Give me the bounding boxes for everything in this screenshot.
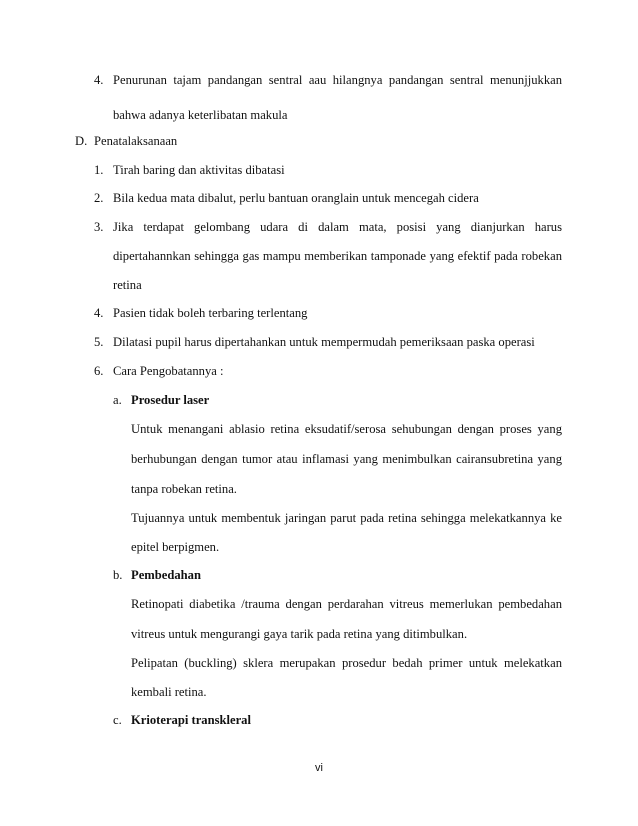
paragraph-line: retina xyxy=(113,278,142,292)
list-number: 4. xyxy=(94,306,104,320)
list-number: 1. xyxy=(94,163,104,177)
paragraph-line: bahwa adanya keterlibatan makula xyxy=(113,108,288,122)
paragraph-line: dipertahannkan sehingga gas mampu memberikan tamponade yang efektif pada robekan xyxy=(113,249,562,263)
paragraph-line: epitel berpigmen. xyxy=(131,540,220,554)
paragraph-line: Retinopati diabetika /trauma dengan perdarahan vitreus memerlukan pembedahan xyxy=(131,597,562,611)
list-number: 4. xyxy=(94,73,104,87)
list-number: 3. xyxy=(94,220,104,234)
paragraph-line: vitreus untuk mengurangi gaya tarik pada retina yang ditimbulkan. xyxy=(131,627,468,641)
paragraph-line: tanpa robekan retina. xyxy=(131,482,237,496)
list-item: Cara Pengobatannya : xyxy=(113,364,224,378)
subsection-title: Pembedahan xyxy=(131,568,201,582)
paragraph-line: Penurunan tajam pandangan sentral aau hilangnya pandangan sentral menunjjukkan xyxy=(113,73,562,87)
list-item: Dilatasi pupil harus dipertahankan untuk mempermudah pemeriksaan paska operasi xyxy=(113,335,535,349)
section-heading: Penatalaksanaan xyxy=(94,134,178,148)
section-letter: D. xyxy=(75,134,88,148)
list-item: Bila kedua mata dibalut, perlu bantuan oranglain untuk mencegah cidera xyxy=(113,191,479,205)
paragraph-line: Tujuannya untuk membentuk jaringan parut pada retina sehingga melekatkannya ke xyxy=(131,511,562,525)
sublist-letter: b. xyxy=(113,568,123,582)
list-item: Tirah baring dan aktivitas dibatasi xyxy=(113,163,285,177)
list-number: 5. xyxy=(94,335,104,349)
paragraph-line: Jika terdapat gelombang udara di dalam mata, posisi yang dianjurkan harus xyxy=(113,220,562,234)
paragraph-line: berhubungan dengan tumor atau inflamasi yang menimbulkan cairansubretina yang xyxy=(131,452,562,466)
list-item: Pasien tidak boleh terbaring terlentang xyxy=(113,306,308,320)
paragraph-line: Untuk menangani ablasio retina eksudatif/serosa sehubungan dengan proses yang xyxy=(131,422,562,436)
page-number: vi xyxy=(315,762,323,774)
sublist-letter: a. xyxy=(113,393,122,407)
sublist-letter: c. xyxy=(113,713,122,727)
subsection-title: Prosedur laser xyxy=(131,393,210,407)
list-number: 2. xyxy=(94,191,104,205)
paragraph-line: Pelipatan (buckling) sklera merupakan prosedur bedah primer untuk melekatkan xyxy=(131,656,562,670)
subsection-title: Krioterapi transkleral xyxy=(131,713,251,727)
paragraph-line: kembali retina. xyxy=(131,685,207,699)
list-number: 6. xyxy=(94,364,104,378)
